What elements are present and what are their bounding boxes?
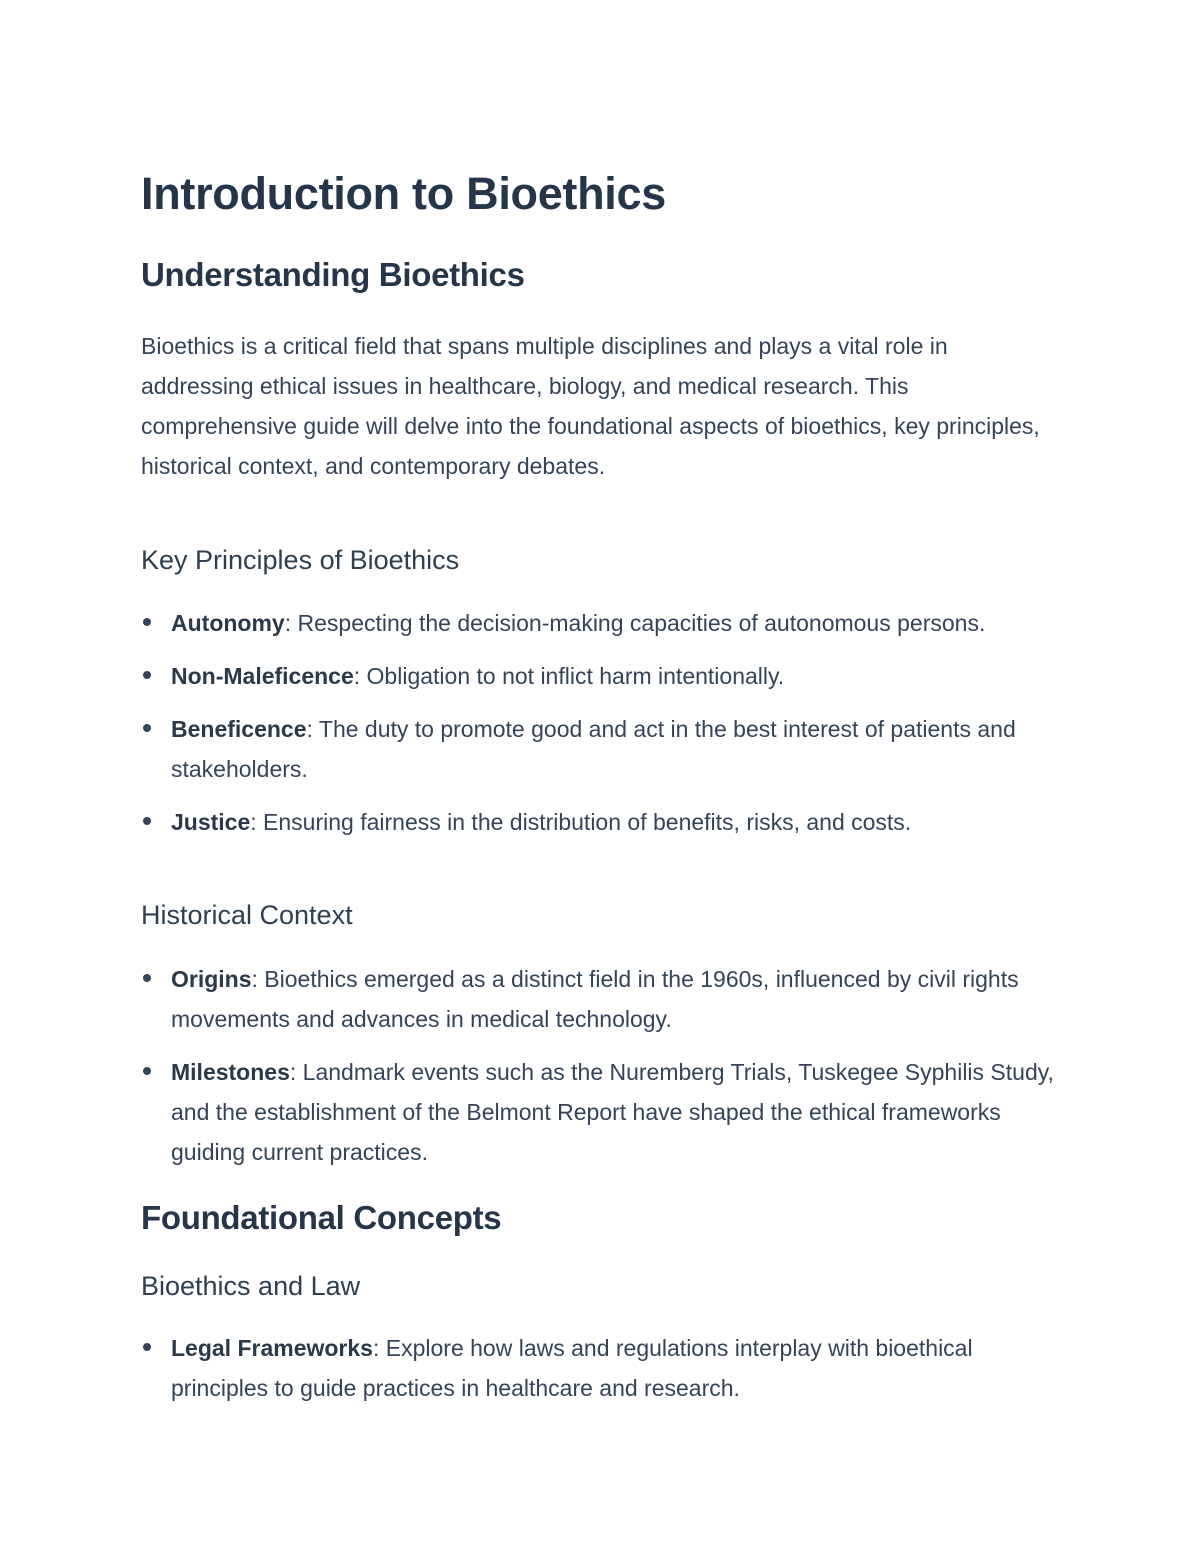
subheading-historical-context: Historical Context (141, 900, 353, 930)
term-description: Ensuring fairness in the distribution of benefits, risks, and costs. (263, 809, 912, 835)
list-item: Autonomy: Respecting the decision-making capacities of autonomous persons. (141, 603, 1066, 643)
term-description: Respecting the decision-making capacities of autonomous persons. (297, 610, 986, 636)
list-item: Legal Frameworks: Explore how laws and regulations interplay with bioethical principles to guide practices in healthcare and research. (141, 1328, 1066, 1408)
historical-context-list (141, 959, 1066, 1172)
page-title: Introduction to Bioethics (141, 168, 666, 219)
term-label: Origins (171, 966, 252, 992)
bullet-icon (143, 618, 151, 626)
section-heading-foundational: Foundational Concepts (141, 1199, 502, 1236)
term-label: Milestones (171, 1059, 290, 1085)
list-item: Origins: Bioethics emerged as a distinct field in the 1960s, influenced by civil rights movements and advances in medical technology. (141, 959, 1066, 1039)
term-description: Bioethics emerged as a distinct field in the 1960s, influenced by civil rights movements and advances in medical technology. (171, 966, 1019, 1032)
key-principles-list (141, 603, 1066, 842)
term-label: Justice (171, 809, 251, 835)
term-label: Beneficence (171, 716, 307, 742)
bullet-icon (143, 817, 151, 825)
term-description: The duty to promote good and act in the best interest of patients and stakeholders. (171, 716, 1016, 782)
intro-paragraph: Bioethics is a critical field that spans multiple disciplines and plays a vital role in addressing ethical issues in healthcare, biology, and medical research. This comprehensive guide will delve into the foundational aspects of bioethics, key principles, historical context, and contemporary debates. (141, 333, 1040, 479)
list-item: Milestones: Landmark events such as the Nuremberg Trials, Tuskegee Syphilis Study, and the establishment of the Belmont Report have shaped the ethical frameworks guiding current practices. (141, 1052, 1066, 1172)
bullet-icon (143, 1067, 151, 1075)
bullet-icon (143, 671, 151, 679)
list-item: Justice: Ensuring fairness in the distribution of benefits, risks, and costs. (141, 802, 1066, 842)
term-description: Landmark events such as the Nuremberg Trials, Tuskegee Syphilis Study, and the establishment of the Belmont Report have shaped the ethical frameworks guiding current practices. (171, 1059, 1054, 1165)
bullet-icon (143, 1343, 151, 1351)
term-label: Legal Frameworks (171, 1335, 373, 1361)
bullet-icon (143, 724, 151, 732)
term-label: Non-Maleficence (171, 663, 354, 689)
bullet-icon (143, 974, 151, 982)
list-item: Non-Maleficence: Obligation to not inflict harm intentionally. (141, 656, 1066, 696)
bioethics-law-list (141, 1328, 1066, 1408)
list-item: Beneficence: The duty to promote good and act in the best interest of patients and stakeholders. (141, 709, 1066, 789)
section-heading-understanding: Understanding Bioethics (141, 256, 525, 293)
term-description: Obligation to not inflict harm intentionally. (366, 663, 785, 689)
subheading-bioethics-law: Bioethics and Law (141, 1271, 361, 1301)
subheading-key-principles: Key Principles of Bioethics (141, 545, 460, 575)
term-label: Autonomy (171, 610, 285, 636)
term-description: Explore how laws and regulations interplay with bioethical principles to guide practices in healthcare and research. (171, 1335, 973, 1401)
